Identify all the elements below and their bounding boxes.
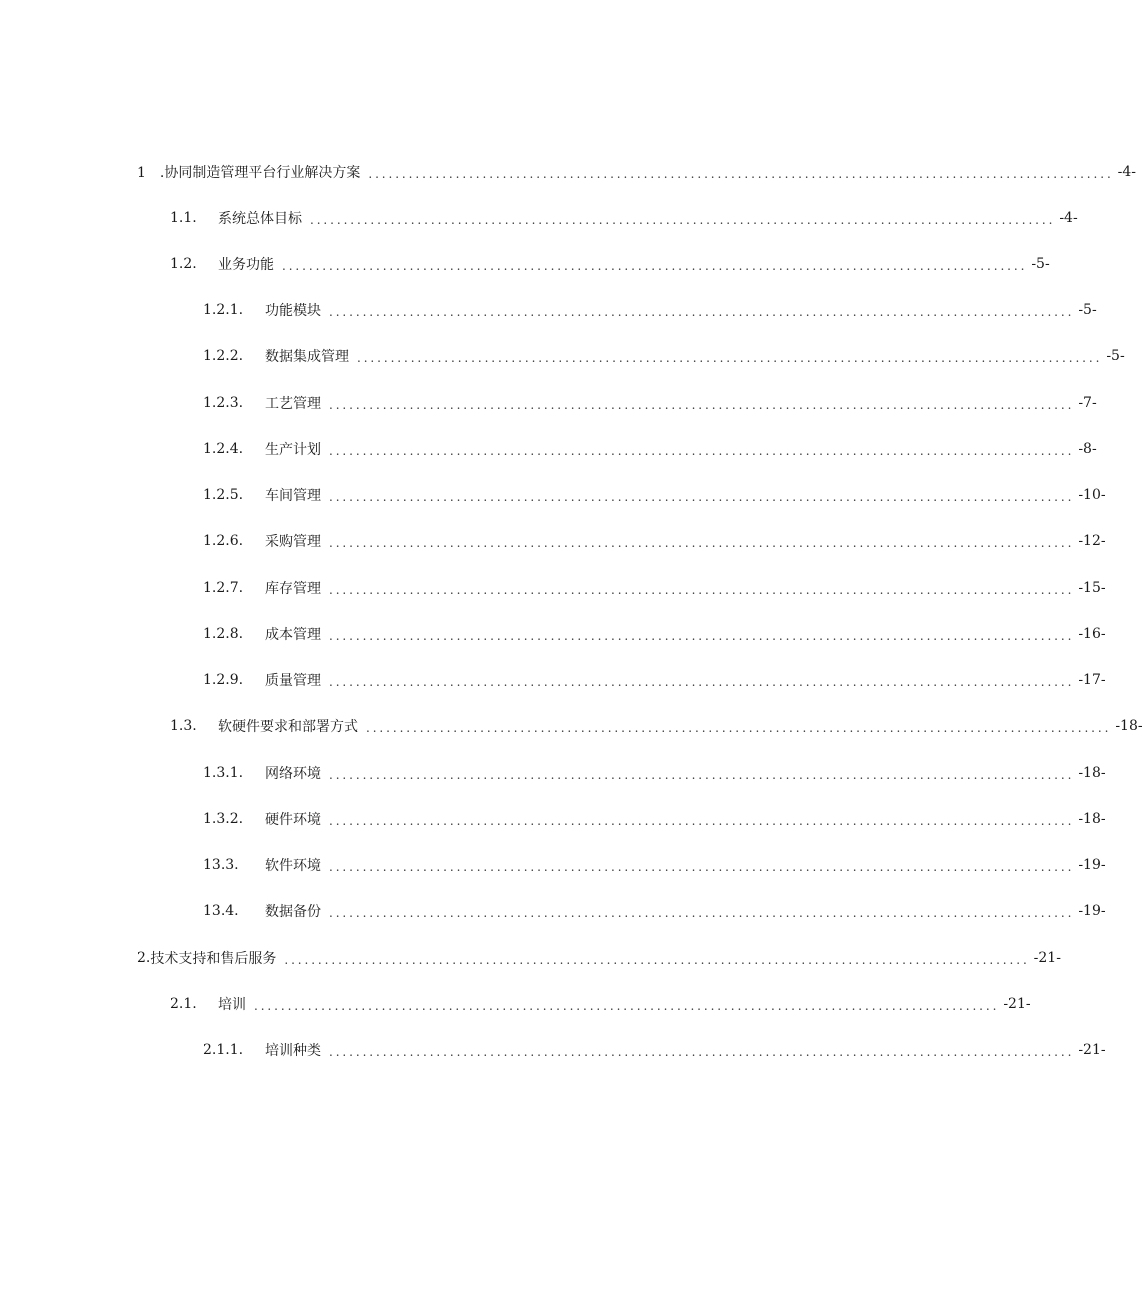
toc-leader: ...............................................................................................................	[329, 906, 1075, 920]
toc-leader: ...............................................................................................................	[366, 721, 1112, 735]
toc-leader: ...............................................................................................................	[329, 1045, 1075, 1059]
toc-page: -15-	[1078, 580, 1106, 596]
toc-leader: ...............................................................................................................	[284, 953, 1030, 967]
toc-title: 培训种类	[265, 1043, 321, 1059]
toc-number: 1 .	[137, 165, 165, 181]
toc-leader: ...............................................................................................................	[329, 768, 1075, 782]
toc-number: 1.3.2.	[203, 811, 244, 827]
toc-page: -5-	[1031, 256, 1050, 272]
toc-entry-1-2[interactable]	[170, 252, 1050, 276]
toc-entry-1-2-1[interactable]	[203, 298, 1097, 322]
toc-number: 1.2.6.	[203, 533, 244, 549]
toc-page: -5-	[1078, 302, 1097, 318]
toc-entry-1-2-9[interactable]	[203, 668, 1106, 692]
toc-page: -18-	[1115, 718, 1143, 734]
toc-entry-2[interactable]	[137, 946, 1061, 970]
toc-entry-1-2-5[interactable]	[203, 483, 1106, 507]
toc-entry-1-2-2[interactable]	[203, 344, 1125, 368]
toc-page: -5-	[1106, 348, 1125, 364]
toc-leader: ...............................................................................................................	[329, 814, 1075, 828]
toc-number: 2.1.	[170, 996, 197, 1012]
toc-title: 库存管理	[265, 581, 321, 597]
toc-leader: ...............................................................................................................	[329, 398, 1075, 412]
toc-entry-1-2-6[interactable]	[203, 529, 1106, 553]
toc-title: 软件环境	[265, 858, 321, 874]
toc-number: 1.2.	[170, 256, 197, 272]
toc-leader: ...............................................................................................................	[357, 351, 1103, 365]
toc-entry-1[interactable]	[137, 160, 1137, 184]
toc-leader: ...............................................................................................................	[329, 536, 1075, 550]
toc-entry-13-4[interactable]	[203, 899, 1106, 923]
toc-page: -10-	[1078, 487, 1106, 503]
toc-title: 成本管理	[265, 627, 321, 643]
toc-title: 车间管理	[265, 488, 321, 504]
toc-page: -19-	[1078, 903, 1106, 919]
toc-leader: ...............................................................................................................	[329, 583, 1075, 597]
toc-page: -21-	[1003, 996, 1031, 1012]
toc-page: -18-	[1078, 765, 1106, 781]
toc-page: -18-	[1078, 811, 1106, 827]
toc-number: 1.2.8.	[203, 626, 244, 642]
toc-number: 1.2.7.	[203, 580, 244, 596]
toc-entry-2-1-1[interactable]	[203, 1038, 1106, 1062]
toc-number: 1.3.1.	[203, 765, 244, 781]
toc-title: 生产计划	[265, 442, 321, 458]
toc-entry-13-3[interactable]	[203, 853, 1106, 877]
toc-title: 技术支持和售后服务	[150, 951, 277, 967]
toc-title: 功能模块	[265, 303, 321, 319]
toc-leader: ...............................................................................................................	[329, 490, 1075, 504]
toc-number: 1.2.3.	[203, 395, 244, 411]
toc-leader: ...............................................................................................................	[254, 999, 1000, 1013]
toc-page: -7-	[1078, 395, 1097, 411]
toc-number: 2.1.1.	[203, 1042, 244, 1058]
toc-title: 系统总体目标	[218, 211, 302, 227]
toc-title: 软硬件要求和部署方式	[218, 719, 358, 735]
toc-leader: ...............................................................................................................	[368, 167, 1114, 181]
toc-leader: ...............................................................................................................	[329, 675, 1075, 689]
toc-number: 13.4.	[203, 903, 239, 919]
toc-number: 2.	[137, 950, 151, 966]
toc-leader: ...............................................................................................................	[282, 259, 1028, 273]
toc-title: 工艺管理	[265, 396, 321, 412]
toc-leader: ...............................................................................................................	[329, 305, 1075, 319]
toc-title: 采购管理	[265, 534, 321, 550]
toc-leader: ...............................................................................................................	[329, 444, 1075, 458]
toc-number: 1.2.2.	[203, 348, 244, 364]
toc-title: 网络环境	[265, 766, 321, 782]
toc-entry-1-3-2[interactable]	[203, 807, 1106, 831]
toc-page: -16-	[1078, 626, 1106, 642]
toc-page: -12-	[1078, 533, 1106, 549]
toc-entry-1-2-3[interactable]	[203, 391, 1097, 415]
toc-page: -19-	[1078, 857, 1106, 873]
toc-number: 1.2.4.	[203, 441, 244, 457]
toc-leader: ...............................................................................................................	[310, 213, 1056, 227]
toc-leader: ...............................................................................................................	[329, 629, 1075, 643]
toc-leader: ...............................................................................................................	[329, 860, 1075, 874]
toc-entry-1-2-7[interactable]	[203, 576, 1106, 600]
toc-entry-1-2-4[interactable]	[203, 437, 1097, 461]
toc-page: -21-	[1078, 1042, 1106, 1058]
toc-number: 1.2.1.	[203, 302, 244, 318]
toc-title: 协同制造管理平台行业解决方案	[164, 165, 361, 181]
toc-number: 13.3.	[203, 857, 239, 873]
toc-entry-1-2-8[interactable]	[203, 622, 1106, 646]
toc-title: 数据集成管理	[265, 349, 349, 365]
toc-number: 1.3.	[170, 718, 197, 734]
toc-page: -21-	[1033, 950, 1061, 966]
toc-page: -4-	[1059, 210, 1078, 226]
toc-title: 质量管理	[265, 673, 321, 689]
toc-page: -8-	[1078, 441, 1097, 457]
toc-entry-1-1[interactable]	[170, 206, 1078, 230]
toc-entry-2-1[interactable]	[170, 992, 1031, 1016]
toc-title: 业务功能	[218, 257, 274, 273]
toc-entry-1-3-1[interactable]	[203, 761, 1106, 785]
toc-title: 培训	[218, 997, 246, 1013]
toc-number: 1.1.	[170, 210, 197, 226]
toc-page: -17-	[1078, 672, 1106, 688]
toc-title: 硬件环境	[265, 812, 321, 828]
toc-number: 1.2.9.	[203, 672, 244, 688]
toc-number: 1.2.5.	[203, 487, 244, 503]
toc-page: -4-	[1117, 164, 1137, 180]
toc-entry-1-3[interactable]	[170, 714, 1143, 738]
toc-title: 数据备份	[265, 904, 321, 920]
